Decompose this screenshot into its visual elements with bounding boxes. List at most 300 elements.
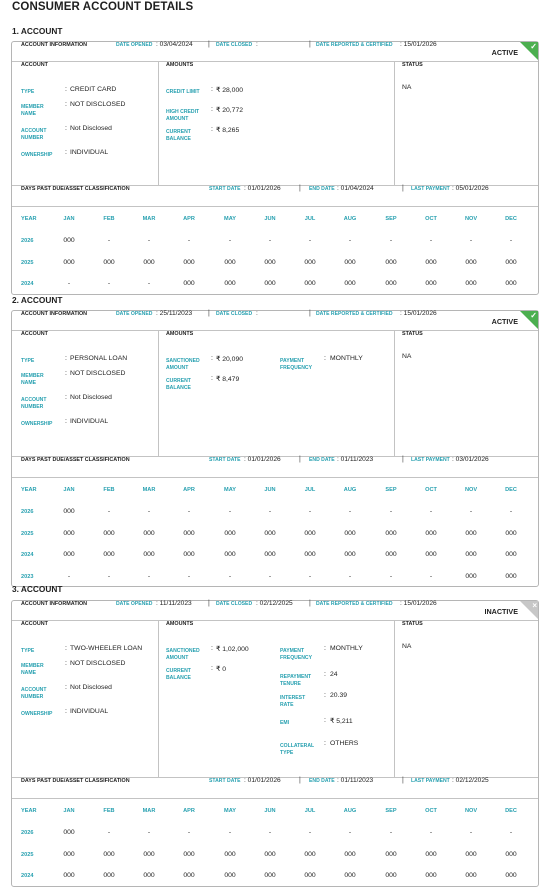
divider: | <box>402 185 404 192</box>
ownership-value: INDIVIDUAL <box>70 708 109 715</box>
month-header: JUN <box>264 216 276 222</box>
dpd-cell: 000 <box>103 872 115 879</box>
dpd-cell: - <box>348 572 352 580</box>
start-date-label: START DATE <box>209 778 241 784</box>
dpd-cell: 000 <box>224 872 236 879</box>
dpd-cell: 000 <box>425 872 437 879</box>
year-label: 2026 <box>21 509 34 515</box>
account-card <box>11 310 539 587</box>
ownership-value: INDIVIDUAL <box>70 149 109 156</box>
year-label: 2025 <box>21 851 34 858</box>
date-opened-value: : 03/04/2024 <box>156 41 193 48</box>
dpd-cell: 000 <box>224 280 236 287</box>
dpd-cell: 000 <box>63 508 75 515</box>
dpd-cell: 000 <box>63 829 75 836</box>
dpd-cell: 000 <box>224 258 236 266</box>
account-heading: 1. ACCOUNT <box>12 26 63 36</box>
year-label: 2024 <box>21 281 34 287</box>
divider: | <box>309 310 311 317</box>
start-date-value: : 01/01/2026 <box>244 185 281 192</box>
column-divider <box>158 62 159 185</box>
dpd-cell: 000 <box>425 850 437 858</box>
dpd-cell: 000 <box>304 280 316 287</box>
last-payment-label: LAST PAYMENT <box>411 778 450 784</box>
dpd-cell: 000 <box>425 280 437 287</box>
dpd-cell: 000 <box>264 551 276 558</box>
dpd-cell: - <box>147 829 151 836</box>
month-header: NOV <box>464 808 478 814</box>
dpd-cell: - <box>147 280 151 287</box>
dpd-cell: 000 <box>143 872 155 879</box>
amount-label: SANCTIONED AMOUNT <box>166 358 200 371</box>
amount-value: ₹ 0 <box>216 666 226 673</box>
end-date-value: : 01/11/2023 <box>337 456 374 463</box>
amount-right-value: 20.39 <box>330 692 348 699</box>
account-info-bar <box>12 311 538 331</box>
dpd-cell: 000 <box>505 529 517 537</box>
dpd-cell: - <box>429 237 433 244</box>
dpd-cell: - <box>389 237 393 244</box>
dpd-cell: 000 <box>505 280 517 287</box>
dpd-cell: - <box>268 829 272 836</box>
amounts-section-title: AMOUNTS <box>166 331 194 337</box>
dpd-cell: - <box>308 572 312 580</box>
dpd-cell: 000 <box>63 872 75 879</box>
dpd-cell: - <box>429 829 433 836</box>
colon: : <box>324 692 326 699</box>
month-header: OCT <box>425 808 437 814</box>
account-heading: 3. ACCOUNT <box>12 584 63 594</box>
dpd-cell: - <box>348 508 352 515</box>
account-info-label: ACCOUNT INFORMATION <box>21 311 88 317</box>
colon: : <box>324 717 326 724</box>
dpd-cell: 000 <box>183 850 195 858</box>
page-title: CONSUMER ACCOUNT DETAILS <box>12 1 194 13</box>
colon: : <box>211 86 213 93</box>
colon: : <box>211 645 213 652</box>
dpd-cell: 000 <box>465 529 477 537</box>
check-mark-icon: ✓ <box>530 42 537 51</box>
dpd-cell: - <box>228 829 232 836</box>
month-header: NOV <box>464 216 478 222</box>
month-header: JAN <box>63 216 75 222</box>
amount-right-label: COLLATERAL TYPE <box>280 743 315 756</box>
month-header: OCT <box>425 216 437 222</box>
dpd-cell: 000 <box>385 529 397 537</box>
dpd-cell: 000 <box>224 529 236 537</box>
colon: : <box>65 101 67 108</box>
amounts-section-title: AMOUNTS <box>166 621 194 627</box>
amount-right-label: EMI <box>280 720 290 726</box>
status-value: NA <box>402 353 412 360</box>
date-closed-label: DATE CLOSED <box>216 601 253 607</box>
colon: : <box>211 106 213 113</box>
month-header: JUL <box>304 216 316 222</box>
colon: : <box>65 149 67 156</box>
amount-label: SANCTIONED AMOUNT <box>166 648 200 661</box>
month-header: JUN <box>264 808 276 814</box>
dpd-cell: - <box>107 508 111 515</box>
dpd-cell: - <box>308 508 312 515</box>
status-section-title: STATUS <box>402 62 423 68</box>
year-label: 2025 <box>21 259 34 266</box>
last-payment-value: : 02/12/2025 <box>452 777 489 784</box>
month-header: NOV <box>464 487 478 493</box>
date-closed-value: : <box>256 41 258 48</box>
dpd-cell: 000 <box>183 872 195 879</box>
dpd-cell: - <box>389 829 393 836</box>
dpd-cell: - <box>187 829 191 836</box>
dpd-cell: 000 <box>425 551 437 558</box>
amount-value: ₹ 20,772 <box>216 107 244 114</box>
column-divider <box>394 62 395 185</box>
month-header: JUN <box>264 487 276 493</box>
dpd-cell: 000 <box>385 551 397 558</box>
date-reported-label: DATE REPORTED & CERTIFIED <box>316 601 393 607</box>
divider: | <box>402 456 404 463</box>
dpd-cell: 000 <box>465 258 477 266</box>
dpd-cell: 000 <box>183 529 195 537</box>
member-name-label: MEMBER NAME <box>21 663 44 676</box>
date-reported-value: : 15/01/2026 <box>400 310 437 317</box>
colon: : <box>65 708 67 715</box>
end-date-label: END DATE <box>309 186 335 192</box>
dpd-cell: 000 <box>505 850 517 858</box>
dpd-grid <box>12 478 538 586</box>
month-header: JUL <box>304 808 316 814</box>
account-number-label: ACCOUNT NUMBER <box>21 128 47 141</box>
account-info-label: ACCOUNT INFORMATION <box>21 601 88 607</box>
dpd-cell: 000 <box>264 280 276 287</box>
month-header: SEP <box>385 216 397 222</box>
ownership-value: INDIVIDUAL <box>70 418 109 425</box>
amount-value: ₹ 8,479 <box>216 376 240 383</box>
dpd-cell: - <box>348 829 352 836</box>
dpd-cell: 000 <box>465 850 477 858</box>
month-header: DEC <box>505 216 517 222</box>
dpd-cell: - <box>509 508 513 515</box>
dpd-cell: 000 <box>63 237 75 244</box>
end-date-value: : 01/04/2024 <box>337 185 374 192</box>
dpd-cell: - <box>389 572 393 580</box>
dpd-cell: 000 <box>264 872 276 879</box>
dpd-cell: 000 <box>344 280 356 287</box>
dpd-cell: 000 <box>385 280 397 287</box>
dpd-cell: 000 <box>505 551 517 558</box>
date-reported-label: DATE REPORTED & CERTIFIED <box>316 42 393 48</box>
colon: : <box>65 645 67 652</box>
dpd-cell: - <box>429 572 433 580</box>
close-mark-icon: × <box>532 601 537 610</box>
member-name-value: NOT DISCLOSED <box>70 101 126 108</box>
dpd-cell: - <box>107 829 111 836</box>
column-divider <box>158 331 159 456</box>
amount-value: ₹ 20,090 <box>216 356 244 363</box>
month-header: AUG <box>343 808 357 814</box>
account-info-label: ACCOUNT INFORMATION <box>21 42 88 48</box>
account-number-value: Not Disclosed <box>70 125 112 132</box>
amount-right-label: PAYMENT FREQUENCY <box>280 648 312 661</box>
type-label: TYPE <box>21 89 35 95</box>
status-section-title: STATUS <box>402 621 423 627</box>
dpd-cell: 000 <box>505 572 517 580</box>
colon: : <box>211 126 213 133</box>
dpd-cell: - <box>228 508 232 515</box>
type-label: TYPE <box>21 648 35 654</box>
amount-label: CREDIT LIMIT <box>166 89 200 95</box>
year-header: YEAR <box>21 487 37 493</box>
colon: : <box>324 645 326 652</box>
account-card <box>11 600 539 887</box>
year-label: 2026 <box>21 830 34 836</box>
month-header: OCT <box>425 487 437 493</box>
month-header: FEB <box>103 216 115 222</box>
month-header: SEP <box>385 808 397 814</box>
dpd-cell: - <box>228 237 232 244</box>
dpd-cell: 000 <box>143 529 155 537</box>
colon: : <box>65 370 67 377</box>
amount-right-label: INTEREST RATE <box>280 695 306 708</box>
account-section-title: ACCOUNT <box>21 621 48 627</box>
month-header: FEB <box>103 808 115 814</box>
dpd-cell: - <box>268 508 272 515</box>
amount-right-value: ₹ 5,211 <box>330 718 353 725</box>
dpd-cell: 000 <box>385 850 397 858</box>
dpd-cell: 000 <box>224 850 236 858</box>
ownership-label: OWNERSHIP <box>21 152 53 158</box>
month-header: SEP <box>385 487 397 493</box>
amount-label: CURRENT BALANCE <box>166 668 191 681</box>
type-value: PERSONAL LOAN <box>70 355 128 362</box>
dpd-cell: - <box>268 572 272 580</box>
colon: : <box>65 394 67 401</box>
dpd-cell: - <box>389 508 393 515</box>
amount-label: CURRENT BALANCE <box>166 129 191 142</box>
column-divider <box>394 331 395 456</box>
date-opened-value: : 11/11/2023 <box>156 600 192 607</box>
dpd-cell: - <box>268 237 272 244</box>
year-label: 2024 <box>21 552 34 558</box>
dpd-cell: 000 <box>304 872 316 879</box>
amount-right-label: REPAYMENT TENURE <box>280 674 312 687</box>
colon: : <box>324 671 326 678</box>
month-header: AUG <box>343 216 357 222</box>
month-header: FEB <box>103 487 115 493</box>
dpd-cell: - <box>308 237 312 244</box>
dpd-cell: 000 <box>264 258 276 266</box>
start-date-value: : 01/01/2026 <box>244 456 281 463</box>
colon: : <box>211 665 213 672</box>
dpd-cell: - <box>187 508 191 515</box>
type-label: TYPE <box>21 358 35 364</box>
status-value: NA <box>402 84 412 91</box>
member-name-label: MEMBER NAME <box>21 373 44 386</box>
colon: : <box>65 125 67 132</box>
dpd-cell: 000 <box>304 850 316 858</box>
date-opened-label: DATE OPENED <box>116 42 153 48</box>
colon: : <box>324 355 326 362</box>
dpd-cell: 000 <box>183 551 195 558</box>
dpd-cell: 000 <box>304 551 316 558</box>
colon: : <box>65 86 67 93</box>
end-date-label: END DATE <box>309 778 335 784</box>
colon: : <box>211 355 213 362</box>
status-badge: ACTIVE <box>491 48 518 57</box>
dpd-cell: 000 <box>264 850 276 858</box>
dpd-cell: - <box>509 237 513 244</box>
colon: : <box>65 684 67 691</box>
dpd-cell: 000 <box>224 551 236 558</box>
dpd-cell: 000 <box>344 850 356 858</box>
date-reported-label: DATE REPORTED & CERTIFIED <box>316 311 393 317</box>
amount-value: ₹ 1,02,000 <box>216 646 249 653</box>
month-header: APR <box>183 487 195 493</box>
dpd-cell: 000 <box>344 551 356 558</box>
dpd-cell: - <box>67 572 71 580</box>
account-details-section <box>12 62 538 186</box>
dpd-cell: 000 <box>425 258 437 266</box>
date-reported-value: : 15/01/2026 <box>400 41 437 48</box>
dpd-cell: 000 <box>264 529 276 537</box>
dpd-cell: - <box>187 572 191 580</box>
dpd-cell: 000 <box>425 529 437 537</box>
member-name-label: MEMBER NAME <box>21 104 44 117</box>
dpd-bar <box>12 186 538 207</box>
account-section-title: ACCOUNT <box>21 62 48 68</box>
date-opened-label: DATE OPENED <box>116 311 153 317</box>
dpd-cell: - <box>147 237 151 244</box>
divider: | <box>309 600 311 607</box>
account-info-bar <box>12 601 538 621</box>
dpd-cell: - <box>107 280 111 287</box>
start-date-value: : 01/01/2026 <box>244 777 281 784</box>
divider: | <box>299 456 301 463</box>
month-header: JUL <box>304 487 316 493</box>
dpd-cell: - <box>187 237 191 244</box>
dpd-cell: 000 <box>183 280 195 287</box>
month-header: JAN <box>63 808 75 814</box>
dpd-grid <box>12 207 538 294</box>
dpd-cell: - <box>147 508 151 515</box>
amount-right-value: MONTHLY <box>330 645 363 652</box>
amount-right-value: MONTHLY <box>330 355 363 362</box>
dpd-cell: 000 <box>103 529 115 537</box>
month-header: MAY <box>224 216 236 222</box>
month-header: MAR <box>142 487 156 493</box>
dpd-cell: - <box>67 280 71 287</box>
dpd-cell: 000 <box>143 551 155 558</box>
account-details-section <box>12 331 538 457</box>
account-number-value: Not Disclosed <box>70 684 112 691</box>
dpd-cell: 000 <box>143 258 155 266</box>
status-badge: INACTIVE <box>484 607 518 616</box>
dpd-cell: 000 <box>385 258 397 266</box>
year-header: YEAR <box>21 808 37 814</box>
last-payment-label: LAST PAYMENT <box>411 457 450 463</box>
account-section-title: ACCOUNT <box>21 331 48 337</box>
dpd-cell: 000 <box>505 258 517 266</box>
divider: | <box>299 777 301 784</box>
account-heading: 2. ACCOUNT <box>12 295 63 305</box>
divider: | <box>402 777 404 784</box>
type-value: CREDIT CARD <box>70 86 117 93</box>
dpd-grid <box>12 799 538 886</box>
account-details-section <box>12 621 538 778</box>
dpd-cell: 000 <box>344 529 356 537</box>
check-mark-icon: ✓ <box>530 311 537 320</box>
account-number-label: ACCOUNT NUMBER <box>21 687 47 700</box>
month-header: MAY <box>224 808 236 814</box>
dpd-label: DAYS PAST DUE/ASSET CLASSIFICATION <box>21 778 130 784</box>
status-badge: ACTIVE <box>491 317 518 326</box>
status-section-title: STATUS <box>402 331 423 337</box>
dpd-cell: 000 <box>465 872 477 879</box>
dpd-label: DAYS PAST DUE/ASSET CLASSIFICATION <box>21 186 130 192</box>
amount-label: CURRENT BALANCE <box>166 378 191 391</box>
month-header: DEC <box>505 808 517 814</box>
dpd-cell: 000 <box>183 258 195 266</box>
year-label: 2023 <box>21 573 34 580</box>
amount-value: ₹ 28,000 <box>216 87 244 94</box>
start-date-label: START DATE <box>209 186 241 192</box>
amount-right-value: OTHERS <box>330 740 359 747</box>
colon: : <box>211 375 213 382</box>
last-payment-value: : 03/01/2026 <box>452 456 489 463</box>
colon: : <box>65 660 67 667</box>
month-header: DEC <box>505 487 517 493</box>
month-header: AUG <box>343 487 357 493</box>
year-label: 2025 <box>21 530 34 537</box>
date-closed-label: DATE CLOSED <box>216 311 253 317</box>
colon: : <box>65 355 67 362</box>
dpd-cell: - <box>469 508 473 515</box>
dpd-cell: - <box>308 829 312 836</box>
dpd-cell: 000 <box>63 529 75 537</box>
divider: | <box>299 185 301 192</box>
member-name-value: NOT DISCLOSED <box>70 370 126 377</box>
dpd-cell: 000 <box>143 850 155 858</box>
amount-label: HIGH CREDIT AMOUNT <box>166 109 200 122</box>
date-closed-value: : <box>256 310 258 317</box>
amounts-section-title: AMOUNTS <box>166 62 194 68</box>
date-closed-label: DATE CLOSED <box>216 42 253 48</box>
column-divider <box>158 621 159 777</box>
dpd-cell: 000 <box>63 850 75 858</box>
account-card <box>11 41 539 295</box>
dpd-cell: - <box>107 572 111 580</box>
divider: | <box>208 310 210 317</box>
dpd-cell: 000 <box>304 258 316 266</box>
dpd-cell: 000 <box>63 258 75 266</box>
dpd-cell: 000 <box>103 258 115 266</box>
dpd-cell: 000 <box>465 280 477 287</box>
amount-value: ₹ 8,265 <box>216 127 240 134</box>
dpd-cell: - <box>509 829 513 836</box>
ownership-label: OWNERSHIP <box>21 711 53 717</box>
status-value: NA <box>402 643 412 650</box>
start-date-label: START DATE <box>209 457 241 463</box>
dpd-bar <box>12 457 538 478</box>
dpd-cell: - <box>348 237 352 244</box>
amount-right-value: 24 <box>330 671 338 678</box>
account-number-label: ACCOUNT NUMBER <box>21 397 47 410</box>
month-header: MAY <box>224 487 236 493</box>
dpd-cell: - <box>147 572 151 580</box>
month-header: JAN <box>63 487 75 493</box>
end-date-label: END DATE <box>309 457 335 463</box>
dpd-cell: 000 <box>505 872 517 879</box>
month-header: APR <box>183 216 195 222</box>
